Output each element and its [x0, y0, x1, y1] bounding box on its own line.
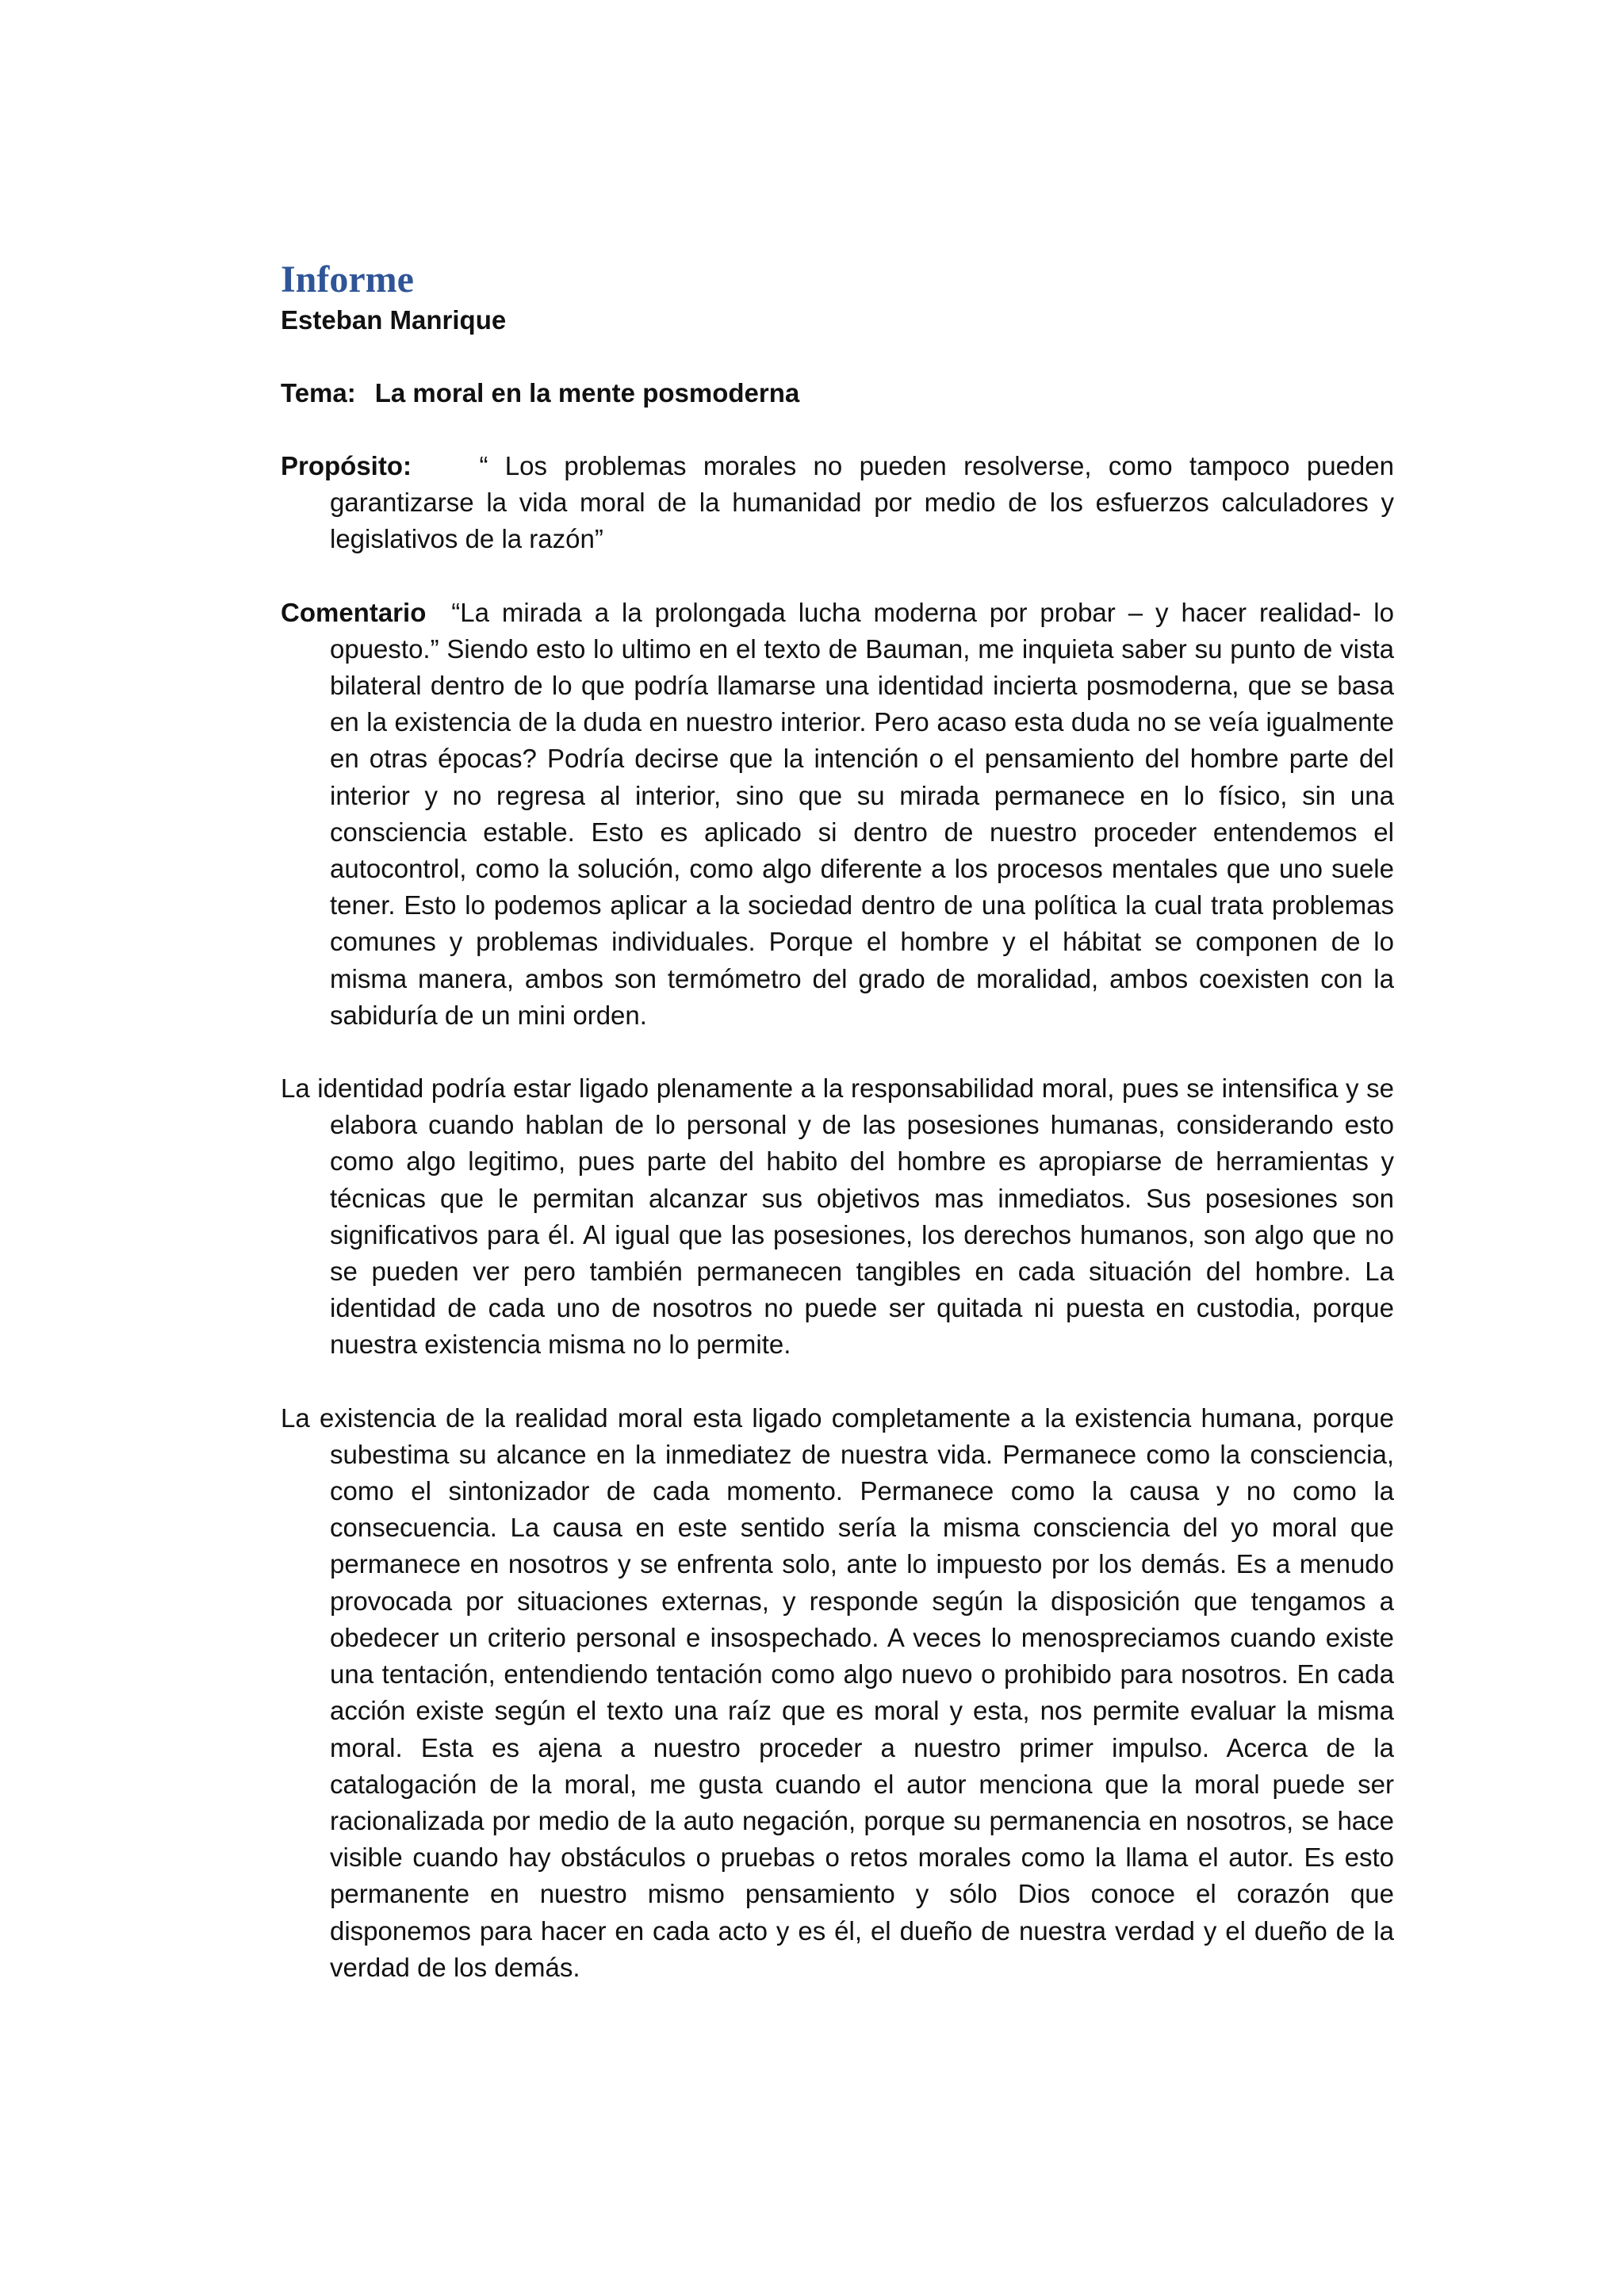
comentario-label: Comentario	[281, 597, 427, 627]
identidad-paragraph: La identidad podría estar ligado plenamente a la responsabilidad moral, pues se intensifica y se elabora cuando hablan de lo personal y de las posesiones humanas, considerando esto como algo legitimo, pues parte del habito del hombre es apropiarse de herramientas y técnicas que le permitan alcanzar sus objetivos mas inmediatos. Sus posesiones son significativos para él. Al igual que las posesiones, los derechos humanos, son algo que no se pueden ver pero también permanecen tangibles en cada situación del hombre. La identidad de cada uno de nosotros no puede ser quitada ni puesta en custodia, porque nuestra existencia misma no lo permite.	[281, 1073, 1394, 1360]
proposito-text: “ Los problemas morales no pueden resolverse, como tampoco pueden garantizarse la vida moral de la humanidad por medio de los esfuerzos calculadores y legislativos de la razón”	[330, 451, 1394, 554]
proposito-label: Propósito:	[281, 451, 412, 480]
document-title: Informe	[281, 258, 414, 300]
document-page	[281, 258, 1394, 1986]
existencia-paragraph: La existencia de la realidad moral esta ligado completamente a la existencia humana, porque subestima su alcance en la inmediatez de nuestra vida. Permanece como la consciencia, como el sintonizador de cada momento. Permanece como la causa y no como la consecuencia. La causa en este sentido sería la misma consciencia del yo moral que permanece en nosotros y se enfrenta solo, ante lo impuesto por los demás. Es a menudo provocada por situaciones externas, y responde según la disposición que tengamos a obedecer un criterio personal e insospechado. A veces lo menospreciamos cuando existe una tentación, entendiendo tentación como algo nuevo o prohibido para nosotros. En cada acción existe según el texto una raíz que es moral y esta, nos permite evaluar la misma moral. Esta es ajena a nuestro proceder a nuestro primer impulso. Acerca de la catalogación de la moral, me gusta cuando el autor menciona que la moral puede ser racionalizada por medio de la auto negación, porque su permanencia en nosotros, se hace visible cuando hay obstáculos o pruebas o retos morales como la llama el autor. Es esto permanente en nuestro mismo pensamiento y sólo Dios conoce el corazón que disponemos para hacer en cada acto y es él, el dueño de nuestra verdad y el dueño de la verdad de los demás.	[281, 1402, 1394, 1982]
tema-value: La moral en la mente posmoderna	[374, 378, 800, 408]
proposito-paragraph	[281, 448, 1394, 558]
author-name: Esteban Manrique	[281, 305, 507, 335]
tema-line	[281, 375, 1394, 411]
comentario-text: “La mirada a la prolongada lucha moderna por probar – y hacer realidad- lo opuesto.” Siendo esto lo ultimo en el texto de Bauman, me inquieta saber su punto de vista bilateral dentro de lo que podría llamarse una identidad incierta posmoderna, que se basa en la existencia de la duda en nuestro interior. Pero acaso esta duda no se veía igualmente en otras épocas? Podría decirse que la intención o el pensamiento del hombre parte del interior y no regresa al interior, sino que su mirada permanece en lo físico, sin una consciencia estable. Esto es aplicado si dentro de nuestro proceder entendemos el autocontrol, como la solución, como algo diferente a los procesos mentales que uno suele tener. Esto lo podemos aplicar a la sociedad dentro de una política la cual trata problemas comunes y problemas individuales. Porque el hombre y el hábitat se componen de lo misma manera, ambos son termómetro del grado de moralidad, ambos coexisten con la sabiduría de un mini orden.	[330, 597, 1394, 1030]
comentario-paragraph	[281, 595, 1394, 1034]
tema-label: Tema:	[281, 378, 356, 408]
